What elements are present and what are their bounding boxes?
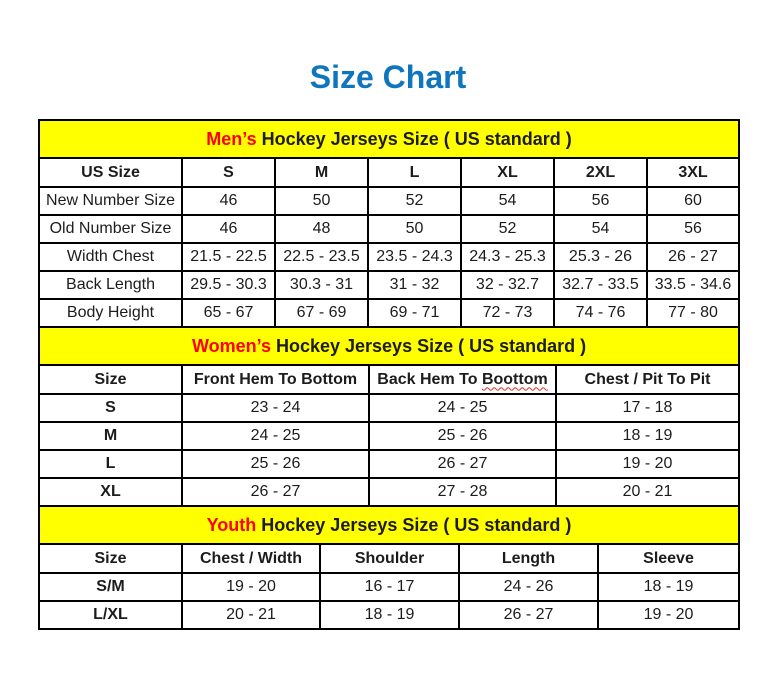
womens-column-header-row — [39, 365, 739, 394]
table-cell: 50 — [368, 215, 461, 243]
column-header: Chest / Pit To Pit — [556, 365, 739, 394]
youth-size-table — [38, 505, 740, 630]
row-label: L — [39, 450, 182, 478]
column-header: Shoulder — [320, 544, 459, 573]
table-cell: 77 - 80 — [647, 299, 739, 327]
table-cell: 31 - 32 — [368, 271, 461, 299]
row-label: Old Number Size — [39, 215, 182, 243]
youth-section-title — [39, 506, 739, 544]
table-cell: 69 - 71 — [368, 299, 461, 327]
youth-section-accent: Youth — [206, 514, 257, 535]
table-cell: 27 - 28 — [369, 478, 556, 506]
table-cell: 19 - 20 — [598, 601, 739, 629]
table-cell: 65 - 67 — [182, 299, 275, 327]
table-cell: 32 - 32.7 — [461, 271, 554, 299]
page-title: Size Chart — [309, 59, 467, 95]
table-cell: 23 - 24 — [182, 394, 369, 422]
row-label: S/M — [39, 573, 182, 601]
table-cell: 54 — [461, 187, 554, 215]
table-cell: 54 — [554, 215, 647, 243]
mens-size-table — [38, 119, 740, 328]
column-header-text: Back Hem To — [377, 370, 478, 388]
table-cell: 29.5 - 30.3 — [182, 271, 275, 299]
table-cell: 46 — [182, 187, 275, 215]
youth-column-header-row — [39, 544, 739, 573]
table-cell: 52 — [368, 187, 461, 215]
size-chart-tables — [38, 119, 738, 630]
table-cell: 74 - 76 — [554, 299, 647, 327]
table-cell: 50 — [275, 187, 368, 215]
table-cell: 56 — [554, 187, 647, 215]
table-cell: 24.3 - 25.3 — [461, 243, 554, 271]
table-cell: 60 — [647, 187, 739, 215]
table-cell: 48 — [275, 215, 368, 243]
mens-section-title — [39, 120, 739, 158]
table-cell: 25 - 26 — [369, 422, 556, 450]
row-label: XL — [39, 478, 182, 506]
table-row — [39, 422, 739, 450]
table-row — [39, 573, 739, 601]
table-row — [39, 215, 739, 243]
youth-section-rest: Hockey Jerseys Size ( US standard ) — [261, 514, 572, 535]
mens-column-header-row — [39, 158, 739, 187]
column-header: M — [275, 158, 368, 187]
table-cell: 24 - 26 — [459, 573, 598, 601]
table-cell: 32.7 - 33.5 — [554, 271, 647, 299]
column-header: Length — [459, 544, 598, 573]
table-cell: 56 — [647, 215, 739, 243]
table-row — [39, 394, 739, 422]
column-header: Size — [39, 365, 182, 394]
column-header — [369, 365, 556, 394]
table-cell: 52 — [461, 215, 554, 243]
table-cell: 19 - 20 — [182, 573, 320, 601]
mens-section-accent: Men’s — [206, 128, 257, 149]
column-header: S — [182, 158, 275, 187]
column-header: 2XL — [554, 158, 647, 187]
table-cell: 16 - 17 — [320, 573, 459, 601]
column-header: Front Hem To Bottom — [182, 365, 369, 394]
table-cell: 22.5 - 23.5 — [275, 243, 368, 271]
row-label: M — [39, 422, 182, 450]
row-label: Body Height — [39, 299, 182, 327]
womens-section-title — [39, 327, 739, 365]
table-cell: 30.3 - 31 — [275, 271, 368, 299]
womens-section-accent: Women’s — [191, 335, 271, 356]
mens-section-rest: Hockey Jerseys Size ( US standard ) — [261, 128, 572, 149]
table-cell: 23.5 - 24.3 — [368, 243, 461, 271]
table-cell: 19 - 20 — [556, 450, 739, 478]
table-cell: 72 - 73 — [461, 299, 554, 327]
table-cell: 18 - 19 — [320, 601, 459, 629]
table-row — [39, 187, 739, 215]
table-cell: 20 - 21 — [556, 478, 739, 506]
column-header: XL — [461, 158, 554, 187]
table-cell: 26 - 27 — [459, 601, 598, 629]
table-row — [39, 299, 739, 327]
table-cell: 24 - 25 — [182, 422, 369, 450]
womens-section-header — [39, 327, 739, 365]
mens-section-header — [39, 120, 739, 158]
table-cell: 25 - 26 — [182, 450, 369, 478]
table-cell: 20 - 21 — [182, 601, 320, 629]
row-label: L/XL — [39, 601, 182, 629]
column-header: Chest / Width — [182, 544, 320, 573]
table-row — [39, 601, 739, 629]
table-row — [39, 450, 739, 478]
womens-size-table — [38, 326, 740, 507]
youth-section-header — [39, 506, 739, 544]
row-label: Width Chest — [39, 243, 182, 271]
table-cell: 25.3 - 26 — [554, 243, 647, 271]
column-header: Size — [39, 544, 182, 573]
table-cell: 26 - 27 — [369, 450, 556, 478]
column-header: Sleeve — [598, 544, 739, 573]
table-row — [39, 243, 739, 271]
column-header: 3XL — [647, 158, 739, 187]
table-cell: 67 - 69 — [275, 299, 368, 327]
table-cell: 18 - 19 — [598, 573, 739, 601]
table-cell: 33.5 - 34.6 — [647, 271, 739, 299]
table-row — [39, 271, 739, 299]
table-cell: 26 - 27 — [182, 478, 369, 506]
table-cell: 18 - 19 — [556, 422, 739, 450]
table-cell: 26 - 27 — [647, 243, 739, 271]
row-label: S — [39, 394, 182, 422]
table-row — [39, 478, 739, 506]
womens-section-rest: Hockey Jerseys Size ( US standard ) — [275, 335, 587, 356]
table-cell: 21.5 - 22.5 — [182, 243, 275, 271]
row-label: New Number Size — [39, 187, 182, 215]
column-header: US Size — [39, 158, 182, 187]
column-header: L — [368, 158, 461, 187]
row-label: Back Length — [39, 271, 182, 299]
table-cell: 17 - 18 — [556, 394, 739, 422]
misspelled-word: Boottom — [481, 370, 548, 388]
table-cell: 46 — [182, 215, 275, 243]
table-cell: 24 - 25 — [369, 394, 556, 422]
